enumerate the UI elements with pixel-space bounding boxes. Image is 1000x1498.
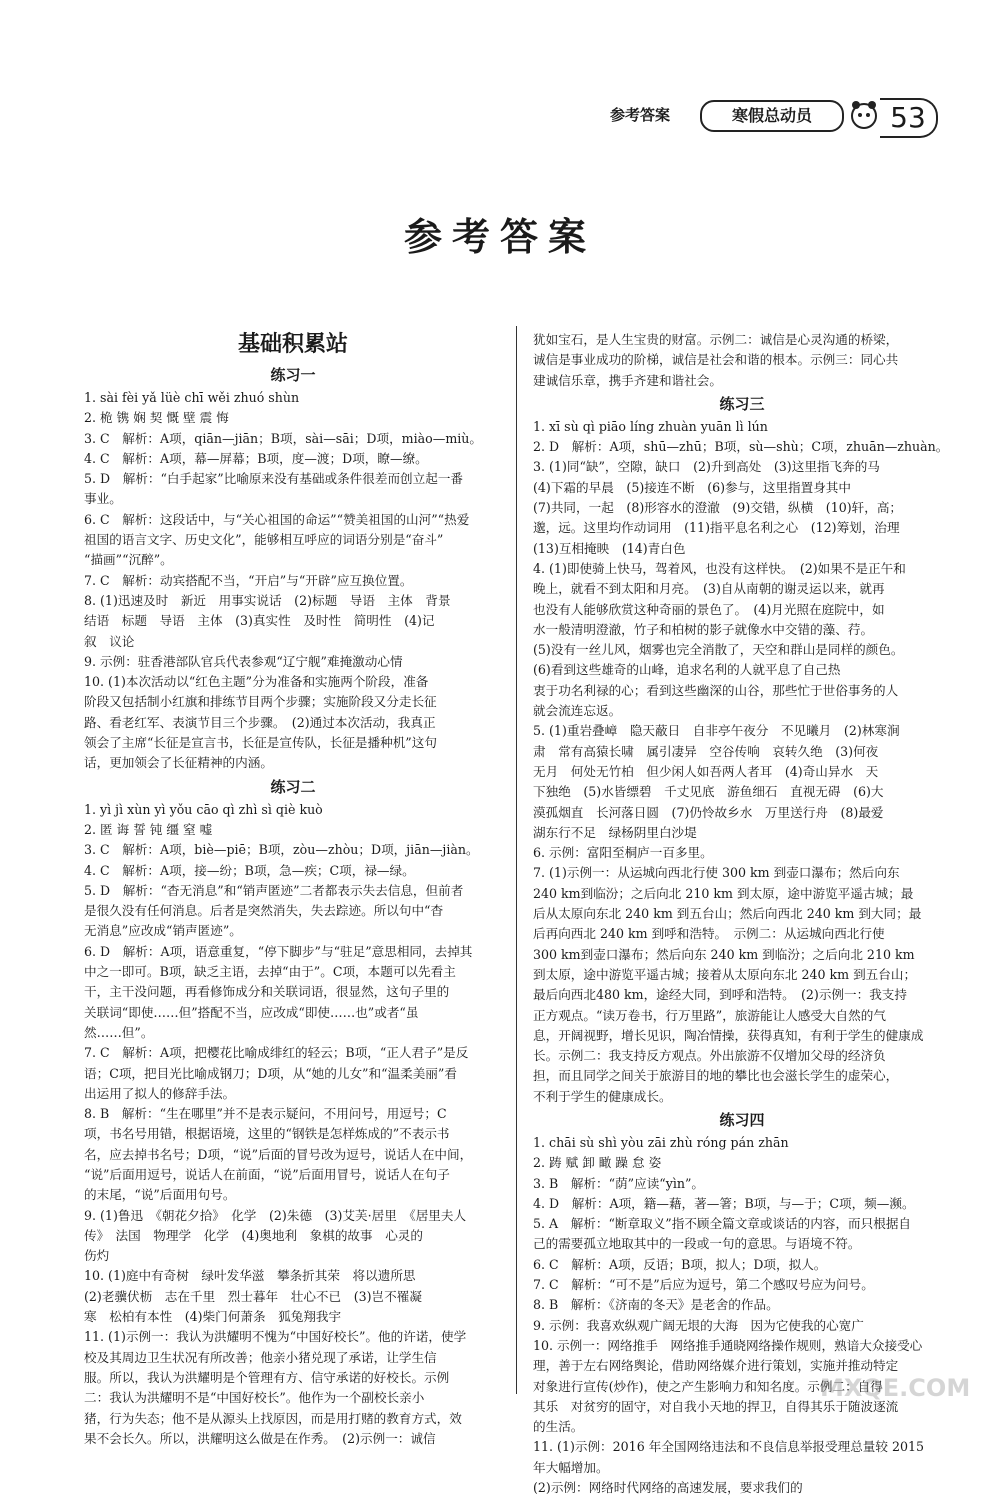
exercise-heading: 练习三 bbox=[719, 394, 765, 413]
answer-line: 8. (1)迅速及时 新近 用事实说话 (2)标题 导语 主体 背景 bbox=[84, 592, 451, 608]
exercise-heading: 练习二 bbox=[270, 777, 316, 796]
answer-line: “描画”“沉醉”。 bbox=[84, 552, 173, 568]
answer-line: 4. C 解析：A项，接—纷；B项，急—疾；C项，禄—绿。 bbox=[84, 862, 415, 878]
answer-line: 的末尾，“说”后面用句号。 bbox=[84, 1187, 236, 1203]
answer-line: (5)没有一丝儿风，烟雾也完全消散了，天空和群山是同样的颜色。 bbox=[533, 642, 904, 658]
answer-line: 无月 何处无竹柏 但少闲人如吾两人者耳 (4)奇山异水 天 bbox=[533, 763, 879, 779]
answer-line: 1. sài fèi yǎ lüè chī wěi zhuó shùn bbox=[84, 390, 300, 405]
answer-line: 水一般清明澄澈，竹子和柏树的影子就像水中交错的藻、荇。 bbox=[533, 621, 874, 637]
answer-line: 5. D 解析：“杳无消息”和“销声匿迹”二者都表示失去信息，但前者 bbox=[84, 882, 464, 898]
answer-line: 6. 示例：富阳至桐庐一百多里。 bbox=[533, 845, 713, 861]
answer-line: 7. (1)示例一：从运城向西北行使 300 km 到壶口瀑布；然后向东 bbox=[533, 865, 900, 881]
column-divider bbox=[516, 326, 517, 1394]
answer-line: 湖东行不足 绿杨阴里白沙堤 bbox=[533, 824, 697, 840]
answer-line: 9. 示例：驻香港部队官兵代表参观“辽宁舰”难掩激动心情 bbox=[84, 653, 403, 669]
answer-line: 果不会长久。所以，洪耀明这么做是在作秀。 (2)示例一：诚信 bbox=[84, 1430, 436, 1446]
answer-line: 犹如宝石，是人生宝贵的财富。示例二：诚信是心灵沟通的桥梁， bbox=[533, 332, 899, 347]
answer-line: 8. B 解析：“生在哪里”并不是表示疑问，不用问号，用逗号；C bbox=[84, 1106, 447, 1122]
answer-line: 的生活。 bbox=[533, 1419, 584, 1435]
answer-line: 然……但”。 bbox=[84, 1024, 154, 1040]
page-number: 53 bbox=[880, 98, 938, 138]
answer-line: 语；C项，把目光比喻成钢刀；D项，从“她的儿女”和“温柔美丽”看 bbox=[84, 1065, 457, 1081]
answer-line: 二：我认为洪耀明不是“中国好校长”。他作为一个副校长亲小 bbox=[84, 1390, 425, 1406]
answer-line: 正方观点。“读万卷书，行万里路”，旅游能让人感受大自然的气 bbox=[533, 1007, 886, 1023]
answer-line: 7. C 解析：A项，把樱花比喻成绯红的轻云；B项，“正人君子”是反 bbox=[84, 1045, 469, 1061]
answer-line: (2)示例：网络时代网络的高速发展，要求我们的 bbox=[533, 1480, 803, 1496]
answer-line: “说”后面用逗号，说话人在前面，“说”后面用冒号，说话人在句子 bbox=[84, 1166, 450, 1182]
answer-line: (2)老骥伏枥 志在千里 烈士暮年 壮心不已 (3)岂不罹凝 bbox=[84, 1288, 422, 1304]
answer-line: 理，善于左右网络舆论，借助网络媒介进行策划，实施并推动特定 bbox=[533, 1358, 899, 1374]
answer-line: 祖国的语言文字、历史文化”，能够相互呼应的词语分别是“奋斗” bbox=[84, 532, 444, 548]
watermark: MXQE.COM bbox=[820, 1374, 971, 1402]
answer-line: 寒 松柏有本性 (4)柴门何萧条 狐兔翔我宇 bbox=[84, 1309, 342, 1325]
answer-line: 名，应去掉书名号；D项，“说”后面的冒号改为逗号，说话人在中间， bbox=[84, 1146, 473, 1162]
answer-line: 邈，远。这里均作动词用 (11)指平息名利之心 (12)筹划，治理 bbox=[533, 520, 900, 536]
answer-line: 8. B 解析：《济南的冬天》是老舍的作品。 bbox=[533, 1297, 779, 1313]
answer-line: 10. (1)庭中有奇树 绿叶发华滋 攀条折其荣 将以遗所思 bbox=[84, 1268, 416, 1284]
answer-line: 路、看老红军、表演节目三个步骤。 (2)通过本次活动，我真正 bbox=[84, 714, 436, 730]
answer-line: 1. yì jì xùn yì yǒu cāo qì zhì sì qiè kuò bbox=[84, 801, 323, 817]
answer-line: 结语 标题 导语 主体 (3)真实性 及时性 简明性 (4)记 bbox=[84, 613, 435, 629]
answer-line: 11. (1)示例：2016 年全国网络违法和不良信息举报受理总量较 2015 bbox=[533, 1439, 925, 1455]
answer-line: 6. D 解析：A项，语意重复，“停下脚步”与“驻足”意思相同，去掉其 bbox=[84, 943, 473, 959]
answer-line: 也没有人能够欣赏这种奇丽的景色了。 (4)月光照在庭院中，如 bbox=[533, 601, 885, 617]
answer-line: 领会了主席“长征是宣言书，长征是宣传队，长征是播种机”这句 bbox=[84, 735, 437, 751]
answer-line: 5. A 解析：“断章取义”指不顾全篇文章或谈话的内容，而只根据自 bbox=[533, 1216, 912, 1232]
answer-line: 7. C 解析：“可不是”后应为逗号，第二个感叹号应为问号。 bbox=[533, 1277, 874, 1293]
answer-line: 240 km到临汾；之后向北 210 km 到太原，途中游览平遥古城；最 bbox=[533, 885, 914, 901]
answer-line: 衷于功名利禄的心；看到这些幽深的山谷，那些忙于世俗事务的人 bbox=[533, 682, 899, 698]
answer-line: 10. (1)本次活动以“红色主题”分为准备和实施两个阶段，准备 bbox=[84, 674, 429, 690]
answer-line: 3. C 解析：A项，biè—piē；B项，zòu—zhòu；D项，jiān—jiàn。 bbox=[84, 842, 479, 858]
answer-line: 2. 匿 诲 誓 钝 缰 窒 嘘 bbox=[84, 821, 213, 837]
answer-line: 漠孤烟直 长河落日圆 (7)仍怜故乡水 万里送行舟 (8)最爱 bbox=[533, 804, 884, 820]
answer-line: 对象进行宣传(炒作)，使之产生影响力和知名度。示例二：自得 bbox=[533, 1378, 883, 1394]
answer-line: 诚信是事业成功的阶梯，诚信是社会和谐的根本。示例三：同心共 bbox=[533, 352, 899, 368]
answer-line: 最后向西北480 km，途经大同，到呼和浩特。 (2)示例一：我支持 bbox=[533, 987, 907, 1003]
answer-line: 1. chāi sù shì yòu zāi zhù róng pán zhān bbox=[533, 1134, 789, 1150]
answer-line: 1. xī sù qì piāo líng zhuàn yuān lì lún bbox=[533, 418, 768, 434]
answer-line: 到太原，途中游览平遥古城；接着从太原向东北 240 km 到五台山； bbox=[533, 966, 917, 982]
answer-line: 出运用了拟人的修辞手法。 bbox=[84, 1085, 236, 1101]
answer-line: 3. (1)同“缺”，空隙，缺口 (2)升到高处 (3)这里指飞奔的马 bbox=[533, 459, 880, 475]
answer-line: 2. 踌 赋 卸 瞰 躁 怠 姿 bbox=[533, 1155, 662, 1171]
answer-line: 阶段又包括制小红旗和排练节目两个步骤；实施阶段又分走长征 bbox=[84, 694, 437, 710]
section-title: 基础积累站 bbox=[237, 332, 348, 357]
answer-line: 话，更加领会了长征精神的内涵。 bbox=[84, 755, 273, 771]
answer-line: 关联词“即使……但”搭配不当，应改成“即使……也”或者“虽 bbox=[84, 1004, 419, 1020]
answer-line: 5. (1)重岩叠嶂 隐天蔽日 自非亭午夜分 不见曦月 (2)林寒涧 bbox=[533, 723, 900, 739]
answer-line: 不利于学生的健康成长。 bbox=[533, 1088, 672, 1104]
answer-line: 叙 议论 bbox=[84, 633, 135, 649]
answer-line: 传》 法国 物理学 化学 (4)奥地利 象棋的故事 心灵的 bbox=[84, 1227, 423, 1243]
answer-line: 是很久没有任何消息。后者是突然消失，失去踪迹。所以句中“杳 bbox=[84, 903, 444, 919]
left-column bbox=[84, 330, 502, 1449]
answer-line: 后从太原向东北 240 km 到五台山；然后向西北 240 km 到大同；最 bbox=[533, 906, 922, 922]
answer-line: 9. (1)鲁迅 《朝花夕拾》 化学 (2)朱德 (3)艾芙·居里 《居里夫人 bbox=[84, 1207, 467, 1223]
answer-line: 事业。 bbox=[84, 491, 122, 507]
answer-line: 伤灼 bbox=[84, 1248, 110, 1264]
answer-line: 晚上，就看不到太阳和月亮。 (3)自从南朝的谢灵运以来，就再 bbox=[533, 581, 885, 597]
answer-line: 3. B 解析：“荫”应读“yìn”。 bbox=[533, 1175, 705, 1191]
answer-line: 长。示例二：我支持反方观点。外出旅游不仅增加父母的经济负 bbox=[533, 1048, 886, 1064]
answer-line: 后再向西北 240 km 到呼和浩特。 示例二：从运城向西北行使 bbox=[533, 926, 885, 942]
answer-line: 4. (1)即使骑上快马，驾着风，也没有这样快。 (2)如果不是正午和 bbox=[533, 560, 906, 576]
answer-line: (7)共同，一起 (8)形容水的澄澈 (9)交错，纵横 (10)轩，高； bbox=[533, 500, 903, 516]
answer-line: 服。所以，我认为洪耀明是个管理有方、信守承诺的好校长。示例 bbox=[84, 1369, 450, 1385]
answer-line: 肃 常有高猿长啸 属引凄异 空谷传响 哀转久绝 (3)何夜 bbox=[533, 743, 879, 759]
answer-line: 己的需要孤立地取其中的一段或一句的意思。与语境不符。 bbox=[533, 1236, 861, 1252]
exercise-heading: 练习四 bbox=[719, 1110, 765, 1129]
answer-line: 2. D 解析：A项，shū—zhū；B项，sù—shù；C项，zhuān—zhuàn。 bbox=[533, 439, 949, 455]
answer-line: 建诚信乐章，携手齐建和谐社会。 bbox=[533, 372, 722, 388]
answer-line: 7. C 解析：动宾搭配不当，“开启”与“开辟”应互换位置。 bbox=[84, 572, 413, 588]
page-header bbox=[0, 96, 1000, 140]
answer-line: 300 km到壶口瀑布；然后向东 240 km 到临汾；之后向北 210 km bbox=[533, 946, 915, 962]
answer-line: (4)下霜的早晨 (5)接连不断 (6)参与，这里指置身其中 bbox=[533, 479, 851, 495]
mascot-icon bbox=[846, 96, 882, 132]
answer-line: 6. C 解析：这段话中，与“关心祖国的命运”“赞美祖国的山河”“热爱 bbox=[84, 511, 470, 527]
answer-line: 其乐 对贫穷的固守，对自我小天地的捍卫，自得其乐于随波逐流 bbox=[533, 1398, 899, 1414]
answer-line: 项，书名号用错，根据语境，这里的“钢铁是怎样炼成的”不表示书 bbox=[84, 1126, 450, 1142]
answer-line: (13)互相掩映 (14)青白色 bbox=[533, 540, 686, 556]
answer-line: (6)看到这些雄奇的山峰，追求名利的人就平息了自己热 bbox=[533, 662, 841, 678]
page-title: 参考答案 bbox=[403, 214, 596, 259]
answer-line: 2. 桅 镌 娴 契 慨 壁 震 悔 bbox=[84, 410, 229, 426]
answer-line: 3. C 解析：A项，qiān—jiān；B项，sài—sāi；D项，miào—miù。 bbox=[84, 430, 483, 446]
header-brand: 寒假总动员 bbox=[700, 100, 844, 132]
answer-line: 4. C 解析：A项，幕—屏幕；B项，度—渡；D项，瞭—缭。 bbox=[84, 450, 428, 466]
answer-line: 中之一即可。B项，缺乏主语，去掉“由于”。C项，本题可以先看主 bbox=[84, 964, 456, 980]
right-column bbox=[533, 330, 951, 1498]
answer-line: 9. 示例：我喜欢纵观广阔无垠的大海 因为它使我的心宽广 bbox=[533, 1317, 864, 1333]
header-tag: 参考答案 bbox=[610, 106, 671, 124]
answer-line: 10. 示例一：网络推手 网络推手通晓网络操作规则，熟谙大众接受心 bbox=[533, 1337, 923, 1353]
answer-line: 4. D 解析：A项，籍—藉，著—箸；B项，与—于；C项，频—濒。 bbox=[533, 1195, 915, 1211]
exercise-heading: 练习一 bbox=[270, 366, 316, 384]
answer-line: 担，而且同学之间关于旅游目的地的攀比也会滋长学生的虚荣心， bbox=[533, 1068, 899, 1084]
answer-line: 校及其周边卫生状况有所改善；他亲小猪兑现了承诺，让学生信 bbox=[84, 1349, 437, 1365]
answer-line: 息，开阔视野，增长见识，陶冶情操，获得真知，有利于学生的健康成 bbox=[533, 1027, 924, 1043]
answer-line: 11. (1)示例一：我认为洪耀明不愧为“中国好校长”。他的许诺，使学 bbox=[84, 1329, 467, 1345]
answer-line: 无消息”应改成“销声匿迹”。 bbox=[84, 923, 242, 939]
answer-line: 6. C 解析：A项，反语；B项，拟人；D项，拟人。 bbox=[533, 1256, 827, 1272]
answer-line: 年大幅增加。 bbox=[533, 1459, 609, 1475]
answer-line: 猪，行为失态；他不是从源头上找原因，而是用打赌的教育方式，效 bbox=[84, 1410, 462, 1426]
answer-line: 就会流连忘返。 bbox=[533, 703, 622, 719]
answer-line: 5. D 解析：“白手起家”比喻原来没有基础或条件很差而创立起一番 bbox=[84, 471, 464, 487]
answer-line: 干，主干没问题，再看修饰成分和关联词语，很显然，这句子里的 bbox=[84, 984, 450, 1000]
answer-line: 下独绝 (5)水皆缥碧 千丈见底 游鱼细石 直视无碍 (6)大 bbox=[533, 784, 884, 800]
